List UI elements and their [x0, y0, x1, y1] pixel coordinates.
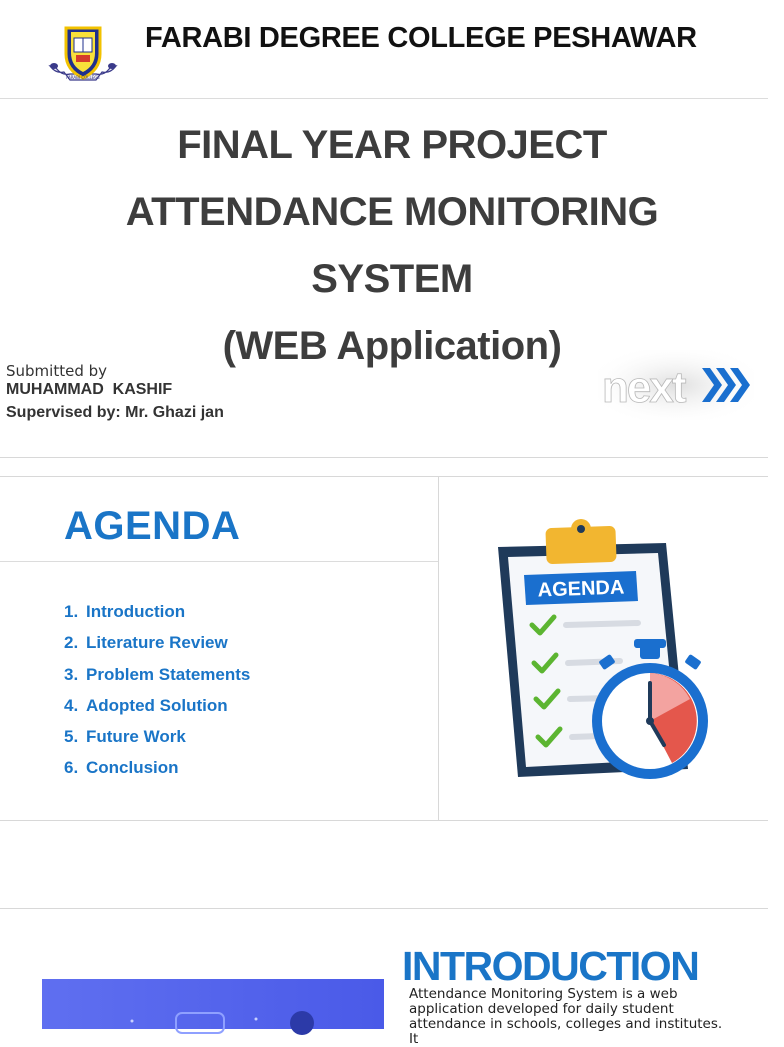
- next-logo: [598, 350, 754, 420]
- introduction-heading: INTRODUCTION: [402, 943, 699, 989]
- agenda-divider: [0, 561, 438, 562]
- agenda-item-label: Introduction: [86, 602, 186, 621]
- agenda-item-problem-statements: [64, 665, 250, 696]
- clipboard-label: AGENDA: [537, 576, 625, 602]
- agenda-item-number: 4.: [64, 695, 79, 715]
- agenda-slide: [0, 476, 768, 821]
- next-logo-text: next: [602, 363, 685, 412]
- agenda-item-label: Problem Statements: [86, 664, 251, 684]
- agenda-item-label: Adopted Solution: [86, 695, 228, 715]
- agenda-item-number: 5.: [64, 727, 79, 747]
- agenda-item-adopted-solution: [64, 696, 250, 727]
- project-title: [0, 112, 784, 380]
- introduction-slide: [0, 908, 768, 1047]
- student-name: MUHAMMAD KASHIF: [6, 381, 173, 398]
- agenda-item-number: 2.: [64, 633, 79, 653]
- svg-text:FARABI COLLEGE: FARABI COLLEGE: [66, 75, 100, 80]
- agenda-list: [64, 602, 250, 790]
- intro-text-line: attendance in schools, colleges and institutes. It: [409, 1016, 723, 1047]
- intro-text-line: application developed for daily student: [409, 1001, 674, 1017]
- title-line-3: SYSTEM: [311, 257, 473, 301]
- agenda-heading: AGENDA: [64, 504, 241, 548]
- intro-text-line: Attendance Monitoring System is a web: [409, 986, 678, 1002]
- agenda-item-number: 6.: [64, 758, 79, 778]
- agenda-item-introduction: [64, 602, 250, 633]
- agenda-item-label: Conclusion: [86, 758, 179, 778]
- college-crest-logo: [46, 24, 120, 88]
- submitted-by-label: Submitted by: [6, 362, 108, 380]
- agenda-clipboard-illustration: [440, 479, 768, 820]
- agenda-panel: [0, 477, 439, 820]
- agenda-item-number: 1.: [64, 602, 79, 621]
- title-slide: [0, 0, 768, 458]
- supervisor-name: Supervised by: Mr. Ghazi jan: [6, 404, 224, 421]
- title-line-2: ATTENDANCE MONITORING: [125, 190, 659, 234]
- introduction-text: [409, 987, 725, 1047]
- college-name: FARABI DEGREE COLLEGE PESHAWAR: [145, 22, 697, 54]
- title-line-1: FINAL YEAR PROJECT: [177, 123, 607, 167]
- agenda-item-label: Literature Review: [86, 633, 228, 653]
- agenda-item-conclusion: [64, 758, 250, 789]
- header-divider: [0, 98, 768, 99]
- title-line-4: (WEB Application): [222, 324, 562, 368]
- agenda-item-label: Future Work: [86, 727, 186, 747]
- agenda-item-literature-review: [64, 633, 250, 664]
- agenda-item-future-work: [64, 727, 250, 758]
- attendance-app-illustration: [42, 979, 384, 1029]
- agenda-item-number: 3.: [64, 664, 79, 684]
